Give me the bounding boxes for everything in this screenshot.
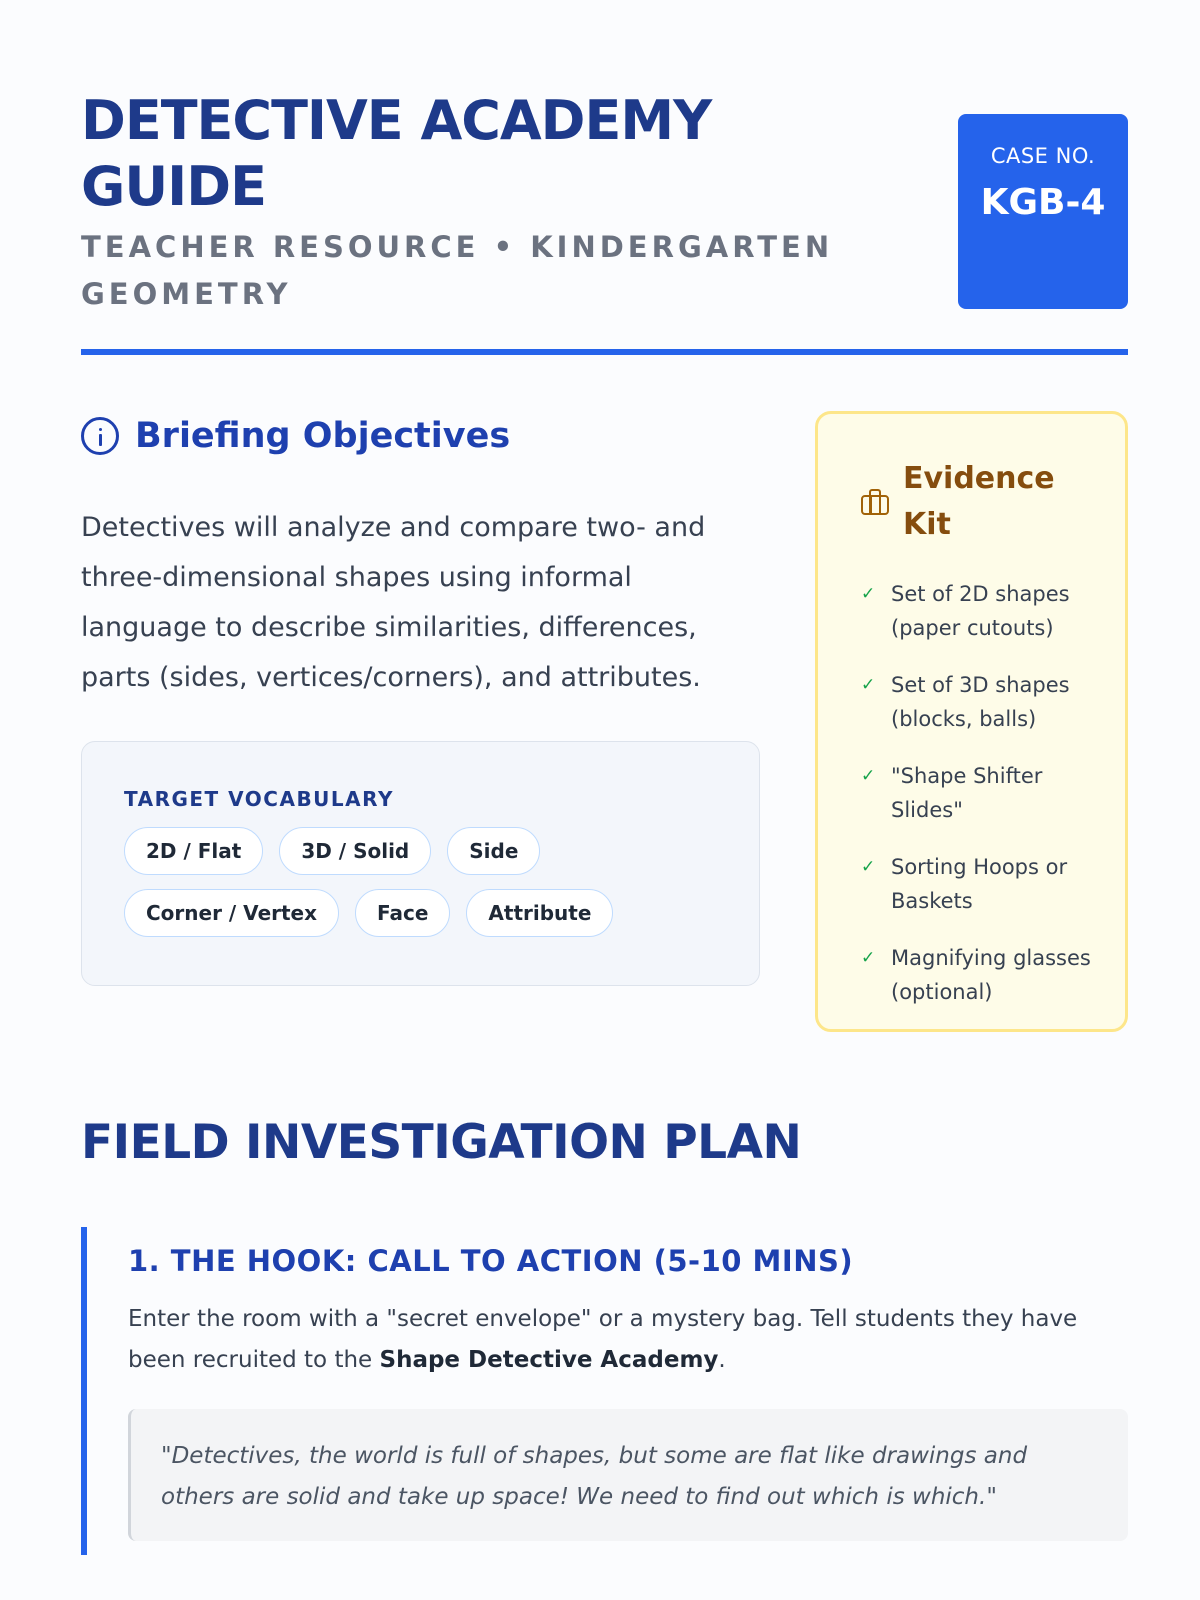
hook-text-start: Enter the room with a "secret envelope" or a mystery bag. Tell students they have been recruited to the xyxy=(128,1306,1078,1373)
plan-title: FIELD INVESTIGATION PLAN xyxy=(81,1115,802,1170)
check-icon: ✓ xyxy=(861,766,876,786)
kit-item-text: Sorting Hoops or Baskets xyxy=(891,855,1068,913)
check-icon: ✓ xyxy=(861,675,876,695)
list-item xyxy=(861,668,1111,736)
hook-section xyxy=(81,1227,1128,1555)
objectives-text: Detectives will analyze and compare two- and three-dimensional shapes using informal language to describe similarities, differences, parts (sides, vertices/corners), and attributes. xyxy=(81,512,706,693)
case-number-badge xyxy=(958,114,1128,309)
vocab-chip: Face xyxy=(355,889,450,937)
case-label: CASE NO. xyxy=(990,144,1096,168)
check-icon: ✓ xyxy=(861,584,876,604)
vocabulary-box xyxy=(81,741,760,986)
hook-title: 1. THE HOOK: CALL TO ACTION (5-10 MINS) xyxy=(128,1244,854,1278)
case-number: KGB-4 xyxy=(980,182,1106,223)
vocab-chip: Side xyxy=(447,827,540,875)
vocab-chip: Corner / Vertex xyxy=(124,889,339,937)
list-item xyxy=(861,759,1111,827)
evidence-kit-panel xyxy=(815,411,1128,1032)
list-item xyxy=(861,941,1111,1009)
header-divider xyxy=(81,349,1128,355)
hook-text-end: . xyxy=(718,1347,726,1373)
vocabulary-label: TARGET VOCABULARY xyxy=(124,787,394,811)
kit-item-text: Set of 3D shapes (blocks, balls) xyxy=(891,673,1070,731)
objectives-title: Briefing Objectives xyxy=(135,416,511,456)
check-icon: ✓ xyxy=(861,948,876,968)
vocabulary-chips xyxy=(124,827,644,937)
info-icon xyxy=(81,417,119,455)
academy-name: Shape Detective Academy xyxy=(379,1347,719,1373)
kit-item-text: Set of 2D shapes (paper cutouts) xyxy=(891,582,1070,640)
vocab-chip: 2D / Flat xyxy=(124,827,263,875)
page-subtitle: TEACHER RESOURCE • KINDERGARTEN GEOMETRY xyxy=(81,230,834,311)
hook-text xyxy=(128,1299,1118,1381)
objectives-heading xyxy=(81,414,510,458)
list-item xyxy=(861,850,1111,918)
list-item xyxy=(861,577,1111,645)
page-header xyxy=(81,88,841,318)
evidence-kit-title: Evidence Kit xyxy=(903,461,1055,542)
evidence-kit-heading xyxy=(861,456,1073,548)
kit-item-text: Magnifying glasses (optional) xyxy=(891,946,1091,1004)
hook-quote: "Detectives, the world is full of shapes, but some are flat like drawings and others are solid and take up space! We need to find out which is which." xyxy=(128,1409,1128,1541)
page-title: DETECTIVE ACADEMY GUIDE xyxy=(81,89,712,218)
vocab-chip: 3D / Solid xyxy=(279,827,431,875)
vocab-chip: Attribute xyxy=(466,889,613,937)
briefcase-icon xyxy=(861,489,889,515)
check-icon: ✓ xyxy=(861,857,876,877)
evidence-kit-list xyxy=(861,577,1111,1032)
kit-item-text: "Shape Shifter Slides" xyxy=(891,764,1043,822)
